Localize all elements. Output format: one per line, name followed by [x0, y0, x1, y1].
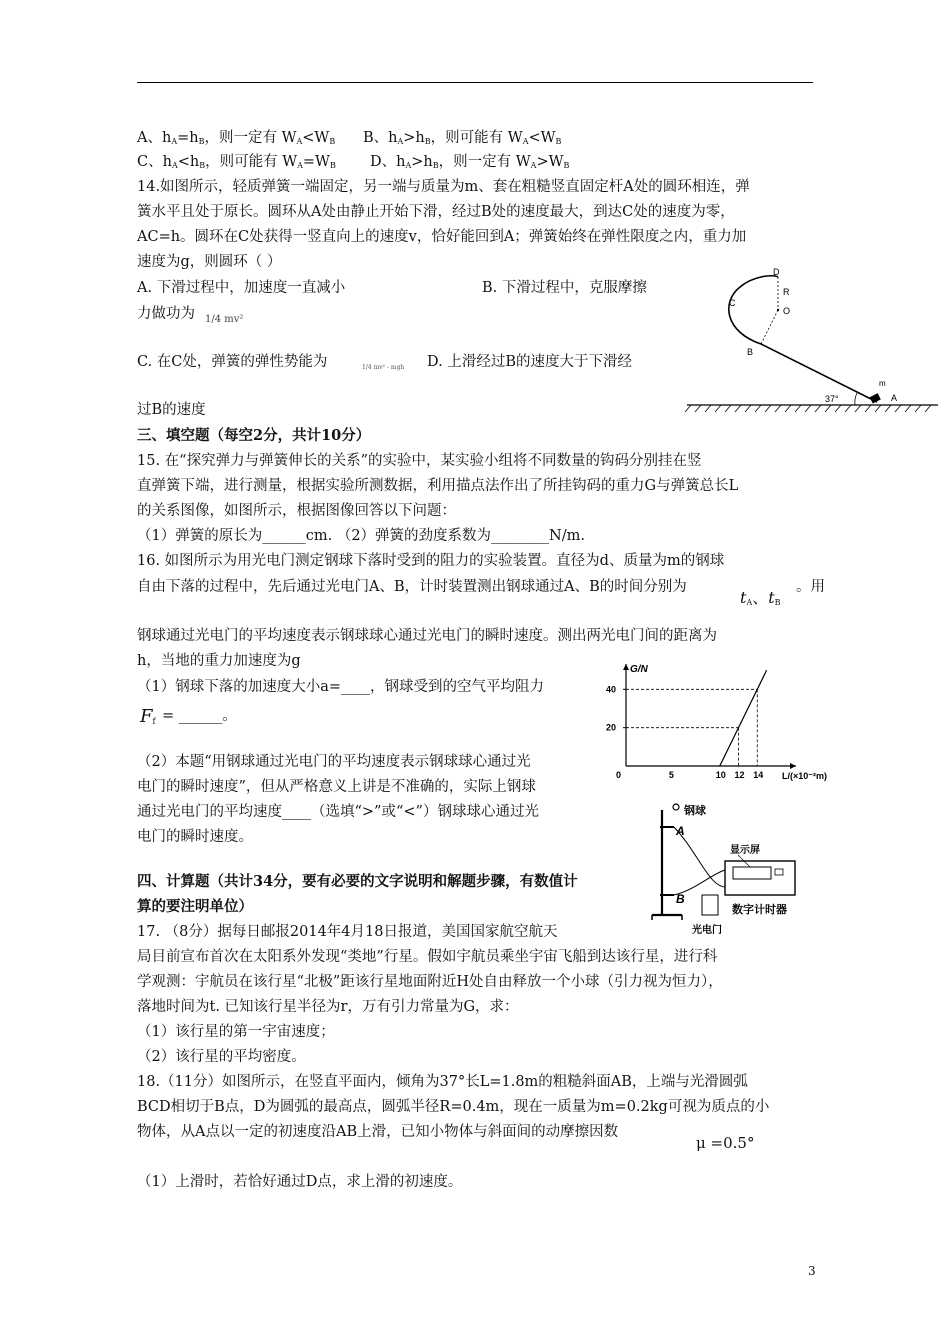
x-axis-arrow [790, 763, 796, 769]
q14-line3: AC=h。圆环在C处获得一竖直向上的速度v，恰好能回到A；弹簧始终在弹性限度之内，重力加 [137, 229, 747, 245]
origin-label: 0 [616, 770, 622, 780]
q16-part1: （1）钢球下落的加速度大小a=____，钢球受到的空气平均阻力 [137, 679, 545, 695]
label-r: R [783, 287, 790, 297]
section-3-title: 三、填空题（每空2分，共计10分） [137, 427, 371, 444]
incline-arc-figure [685, 262, 940, 414]
photogate-apparatus-figure [640, 795, 835, 945]
friction-blank: = ______。 [162, 708, 237, 724]
friction-symbol: $F_f$ [140, 706, 156, 727]
page-number: 3 [808, 1264, 816, 1278]
label-angle: 37° [825, 394, 839, 404]
q14-option-b: B. 下滑过程中，克服摩擦 [482, 280, 647, 296]
label-gate-b: B [676, 892, 685, 906]
x-tick-label: 14 [753, 770, 764, 780]
option-13c: C、$h_A<h_B$，则可能有 $W_A=W_B$ [137, 154, 336, 170]
q14-fraction-1: 1/4 mv² [205, 314, 244, 325]
option-13b: B、$h_A>h_B$，则可能有 $W_A<W_B$ [363, 130, 562, 146]
label-a: A [891, 393, 898, 403]
label-d: D [773, 267, 780, 277]
q14-line1: 14.如图所示，轻质弹簧一端固定，另一端与质量为m、套在粗糙竖直固定杆A处的圆环相连，弹 [137, 179, 750, 195]
label-gate-a: A [676, 824, 685, 838]
label-o: O [783, 306, 791, 316]
q15-line2: 直弹簧下端，进行测量，根据实验所测数据，利用描点法作出了所挂钩码的重力G与弹簧总长L [137, 478, 739, 494]
q18-line1: 18.（11分）如图所示，在竖直平面内，倾角为37°长L=1.8m的粗糙斜面AB，上端与光滑圆弧 [137, 1074, 748, 1090]
q16-part2-line3: 通过光电门的平均速度____（选填“>”或“<”）钢球球心通过光 [137, 804, 539, 820]
q16-part2-line1: （2）本题“用钢球通过光电门的平均速度表示钢球球心通过光 [137, 754, 531, 770]
x-axis-label: L/(×10⁻²m) [782, 771, 828, 781]
q14-option-a: A. 下滑过程中，加速度一直减小 [137, 280, 346, 296]
y-tick-label: 40 [606, 684, 617, 695]
g-l-chart [596, 662, 828, 784]
q16-line4: h，当地的重力加速度为g [137, 653, 301, 669]
q16-line2-end: 。用 [796, 579, 825, 595]
label-c: C [729, 298, 736, 308]
section-4-title-line2: 算的要注明单位） [137, 898, 253, 915]
mu-value: μ =0.5° [696, 1134, 755, 1152]
q18-sub1: （1）上滑时，若恰好通过D点，求上滑的初速度。 [137, 1174, 463, 1190]
q16-line3: 钢球通过光电门的平均速度表示钢球球心通过光电门的瞬时速度。测出两光电门间的距离为 [137, 628, 717, 644]
x-tick-label: 5 [668, 770, 674, 780]
section-4-title-line1: 四、计算题（共计34分，要有必要的文字说明和解题步骤，有数值计 [137, 873, 578, 890]
q14-line2: 簧水平且处于原长。圆环从A处由静止开始下滑，经过B处的速度最大，到达C处的速度为零， [137, 204, 735, 220]
option-13d: D、$h_A>h_B$，则一定有 $W_A>W_B$ [370, 154, 570, 170]
time-symbols: $t_A$、$t_B$ [740, 588, 781, 607]
q17-sub1: （1）该行星的第一宇宙速度； [137, 1024, 335, 1040]
q15-line3: 的关系图像，如图所示，根据图像回答以下问题： [137, 503, 456, 519]
series-line [720, 670, 767, 766]
q14-option-d-cont: 过B的速度 [137, 402, 206, 418]
q14-line4: 速度为g，则圆环（ ） [137, 254, 282, 270]
q14-fraction-2: 1/4 mv² - mgh [362, 364, 405, 371]
label-b: B [747, 347, 754, 357]
option-13a: A、$h_A=h_B$，则一定有 $W_A<W_B$ [137, 130, 336, 146]
label-ball: 钢球 [684, 805, 706, 817]
q16-line1: 16. 如图所示为用光电门测定钢球下落时受到的阻力的实验装置。直径为d、质量为m的钢球 [137, 553, 725, 569]
header-rule [137, 82, 813, 83]
q16-line2: 自由下落的过程中，先后通过光电门A、B，计时装置测出钢球通过A、B的时间分别为 [137, 579, 687, 595]
q18-line3: 物体，从A点以一定的初速度沿AB上滑，已知小物体与斜面间的动摩擦因数 [137, 1124, 619, 1140]
q16-part2-line4: 电门的瞬时速度。 [137, 829, 253, 845]
q17-line3: 学观测：宇航员在该行星“北极”距该行星地面附近H处自由释放一个小球（引力视为恒力）， [137, 974, 723, 990]
label-photogate: 光电门 [692, 925, 722, 936]
y-tick-label: 20 [606, 722, 617, 733]
q14-option-c: C. 在C处，弹簧的弹性势能为 [137, 354, 328, 370]
y-axis-label: G/N [630, 664, 648, 675]
q15-line1: 15. 在“探究弹力与弹簧伸长的关系”的实验中，某实验小组将不同数量的钩码分别挂在竖 [137, 453, 702, 469]
label-m: m [879, 379, 886, 388]
q18-line2: BCD相切于B点，D为圆弧的最高点，圆弧半径R=0.4m，现在一质量为m=0.2kg可视为质点的小 [137, 1099, 770, 1115]
q17-line2: 局目前宣布首次在太阳系外发现“类地”行星。假如宇航员乘坐宇宙飞船到达该行星，进行科 [137, 949, 718, 965]
label-timer: 数字计时器 [732, 904, 787, 916]
q14-option-b-cont: 力做功为 [137, 306, 195, 322]
y-axis-arrow [623, 664, 629, 670]
q17-line1: 17. （8分）据每日邮报2014年4月18日报道，美国国家航空航天 [137, 924, 558, 940]
q16-part2-line2: 电门的瞬时速度”，但从严格意义上讲是不准确的，实际上钢球 [137, 779, 536, 795]
q14-option-d: D. 上滑经过B的速度大于下滑经 [427, 354, 632, 370]
q17-sub2: （2）该行星的平均密度。 [137, 1049, 306, 1065]
x-tick-label: 12 [734, 770, 745, 780]
x-tick-label: 10 [715, 770, 726, 780]
label-screen: 显示屏 [730, 845, 760, 856]
q17-line4: 落地时间为t. 已知该行星半径为r，万有引力常量为G，求： [137, 999, 519, 1015]
q15-line4: （1）弹簧的原长为______cm. （2）弹簧的劲度系数为________N/m. [137, 528, 585, 544]
